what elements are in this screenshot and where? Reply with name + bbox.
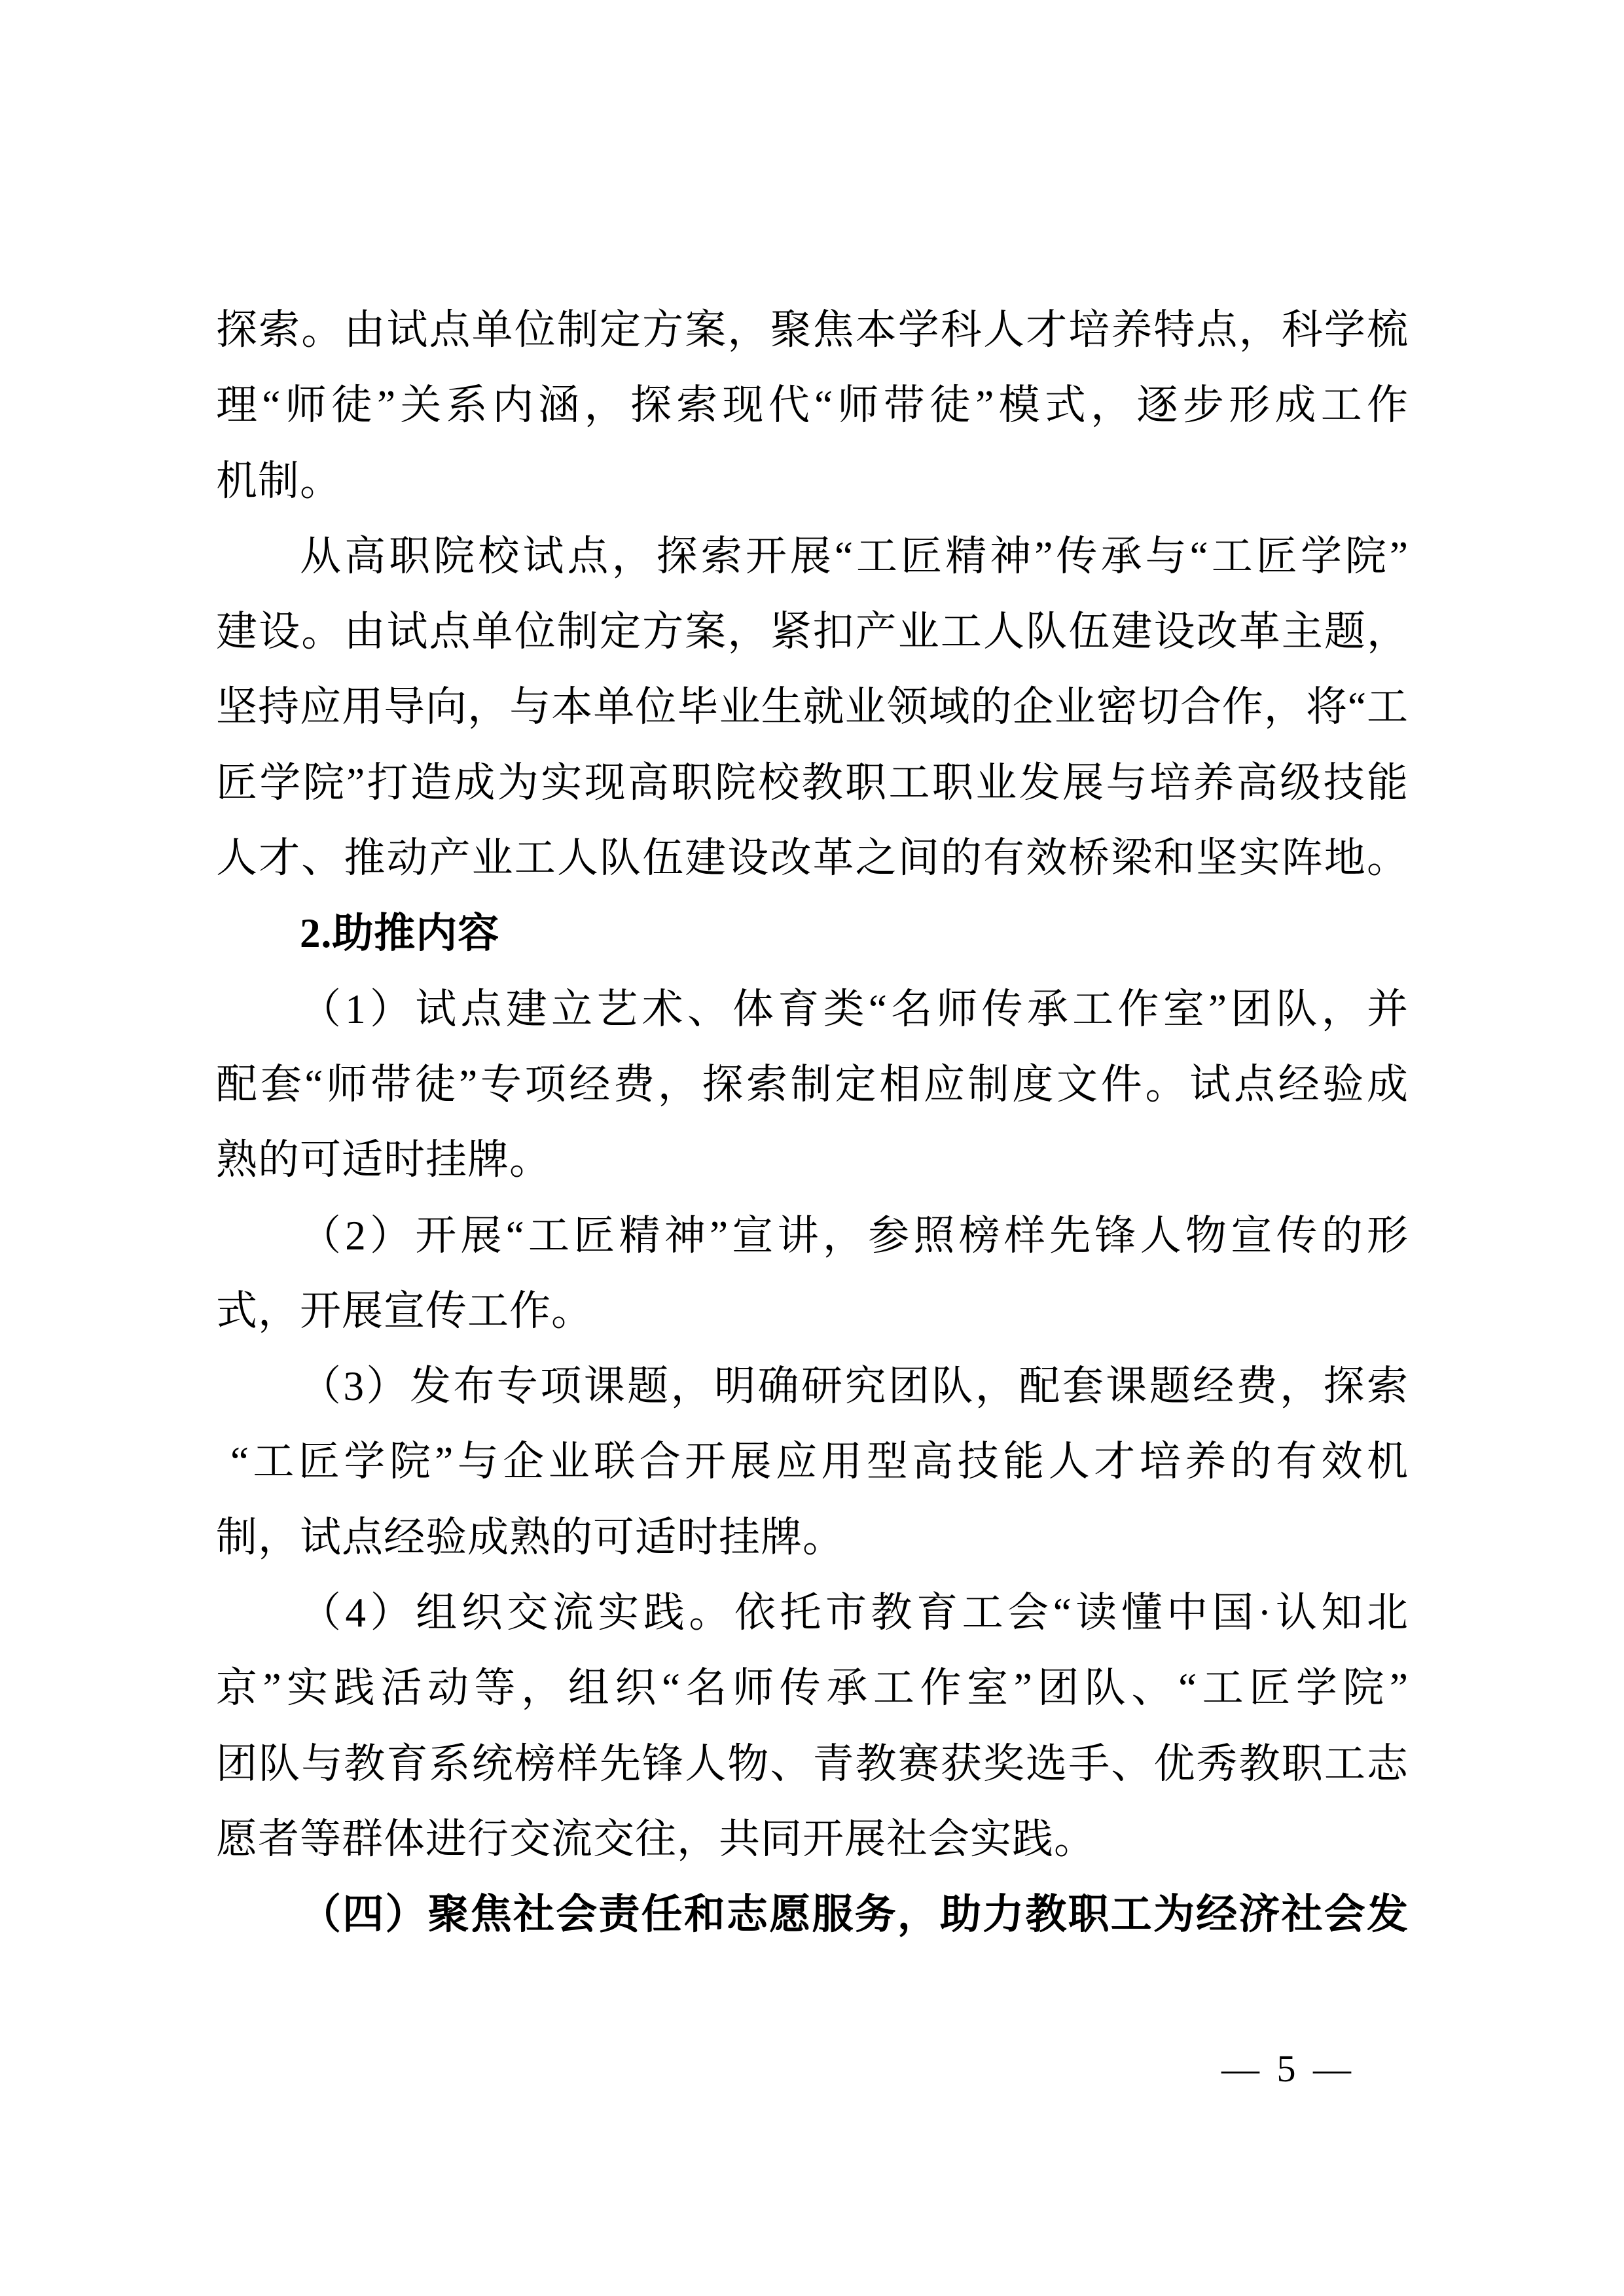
text-lines (216, 293, 1409, 1953)
text-line: 人才、推动产业工人队伍建设改革之间的有效桥梁和坚实阵地。 (216, 835, 1409, 882)
text-line: 探索。由试点单位制定方案，聚焦本学科人才培养特点，科学梳 (216, 307, 1409, 353)
text-line: 从高职院校试点，探索开展“工匠精神”传承与“工匠学院” (300, 533, 1409, 579)
text-line: 匠学院”打造成为实现高职院校教职工职业发展与培养高级技能 (216, 759, 1409, 806)
text-line: （1）试点建立艺术、体育类“名师传承工作室”团队，并 (300, 986, 1409, 1032)
text-line: （2）开展“工匠精神”宣讲，参照榜样先锋人物宣传的形 (300, 1212, 1409, 1259)
text-line: 建设。由试点单位制定方案，紧扣产业工人队伍建设改革主题， (216, 609, 1409, 655)
text-line: （4）组织交流实践。依托市教育工会“读懂中国·认知北 (300, 1590, 1409, 1636)
text-line: （3）发布专项课题，明确研究团队，配套课题经费，探索 (300, 1363, 1409, 1410)
text-line: “工匠学院”与企业联合开展应用型高技能人才培养的有效机 (230, 1439, 1409, 1485)
text-line: 坚持应用导向，与本单位毕业生就业领域的企业密切合作，将“工 (216, 684, 1409, 730)
text-line: 愿者等群体进行交流交往，共同开展社会实践。 (216, 1816, 1096, 1862)
page-number: — 5 — (1221, 2047, 1355, 2090)
text-line: 2.助推内容 (300, 910, 500, 957)
text-line: 配套“师带徒”专项经费，探索制定相应制度文件。试点经验成 (216, 1061, 1409, 1107)
text-line: 机制。 (216, 457, 342, 504)
text-line: 京”实践活动等，组织“名师传承工作室”团队、“工匠学院” (216, 1665, 1409, 1712)
text-line: 团队与教育系统榜样先锋人物、青教赛获奖选手、优秀教职工志 (216, 1740, 1409, 1787)
text-line: 理“师徒”关系内涵，探索现代“师带徒”模式，逐步形成工作 (216, 382, 1409, 429)
text-line: 式，开展宣传工作。 (216, 1287, 593, 1334)
text-line: 熟的可适时挂牌。 (216, 1137, 551, 1183)
text-line: 制，试点经验成熟的可适时挂牌。 (216, 1514, 844, 1560)
text-line: （四）聚焦社会责任和志愿服务，助力教职工为经济社会发 (300, 1892, 1409, 1938)
